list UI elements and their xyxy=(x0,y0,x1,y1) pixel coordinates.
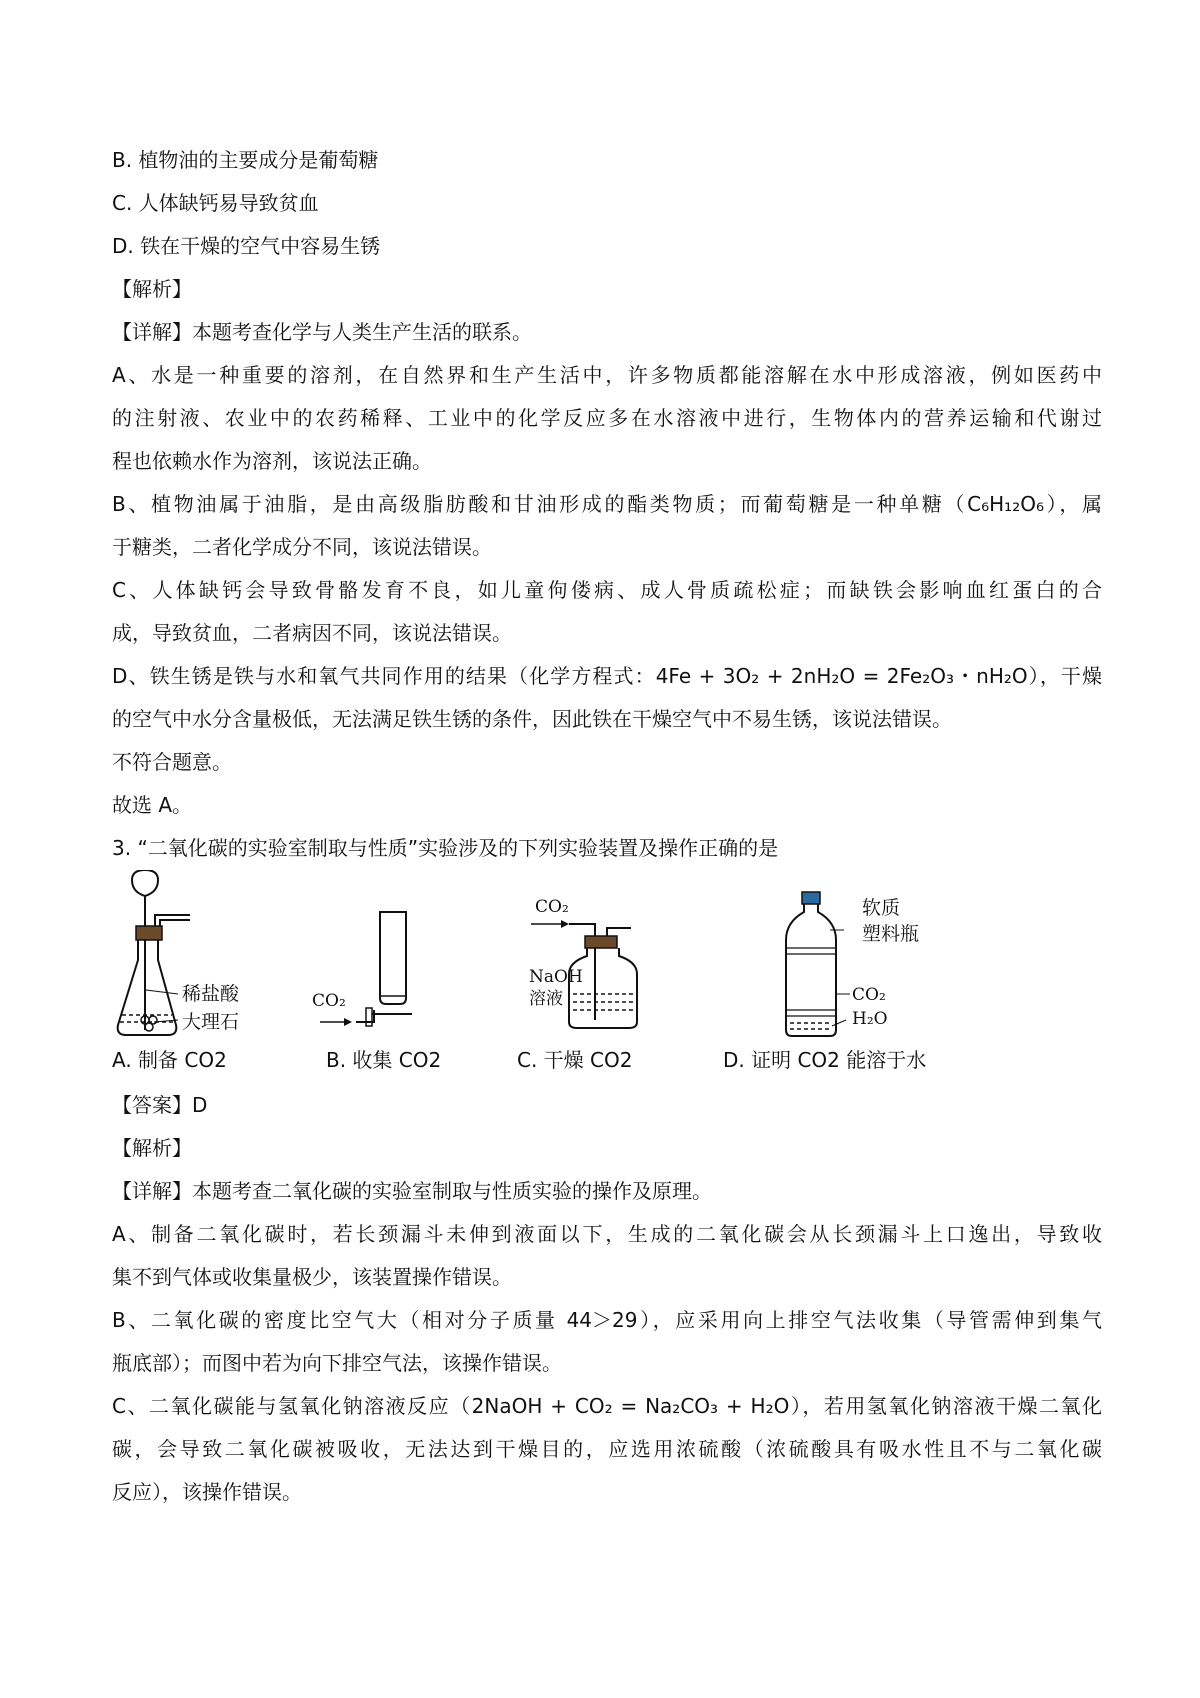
analysis-heading-2: 【解析】 xyxy=(112,1136,192,1160)
label-solution: 溶液 xyxy=(529,989,563,1009)
label-dilute-hcl: 稀盐酸 xyxy=(182,983,240,1005)
apparatus-a-diagram xyxy=(112,870,272,1040)
detail2-a-line2: 集不到气体或收集量极少，该装置操作错误。 xyxy=(112,1265,512,1289)
caption-c: C. 干燥 CO2 xyxy=(517,1048,633,1072)
apparatus-c-diagram xyxy=(525,890,655,1030)
detail-a-line3: 程也依赖水作为溶剂，该说法正确。 xyxy=(112,449,432,473)
option-b: B. 植物油的主要成分是葡萄糖 xyxy=(112,148,379,172)
detail2-c-line2: 碳，会导致二氧化碳被吸收，无法达到干燥目的，应选用浓硫酸（浓硫酸具有吸水性且不与二氧化碳 xyxy=(112,1437,1102,1461)
label-marble: 大理石 xyxy=(182,1011,240,1033)
detail2-c-line3: 反应），该操作错误。 xyxy=(112,1480,302,1504)
analysis-heading: 【解析】 xyxy=(112,277,192,301)
label-soft: 软质 xyxy=(862,897,901,919)
detail2-a-line1: A、制备二氧化碳时，若长颈漏斗未伸到液面以下，生成的二氧化碳会从长颈漏斗上口逸出，导致收 xyxy=(112,1222,1102,1246)
label-h2o: H₂O xyxy=(852,1009,888,1029)
detail-b-line2: 于糖类，二者化学成分不同，该说法错误。 xyxy=(112,535,492,559)
question-3: 3. “二氧化碳的实验室制取与性质”实验涉及的下列实验装置及操作正确的是 xyxy=(112,836,779,860)
answer-line: 【答案】D xyxy=(112,1093,208,1117)
detail-c-line1: C、人体缺钙会导致骨骼发育不良，如儿童佝偻病、成人骨质疏松症；而缺铁会影响血红蛋白的合 xyxy=(112,578,1102,602)
option-c: C. 人体缺钙易导致贫血 xyxy=(112,191,319,215)
label-co2-b: CO₂ xyxy=(312,991,346,1011)
apparatus-b-diagram xyxy=(312,910,432,1030)
choice-a-answer: 故选 A。 xyxy=(112,793,193,817)
not-match-note: 不符合题意。 xyxy=(112,750,232,774)
detail-d-line2: 的空气中水分含量极低，无法满足铁生锈的条件，因此铁在干燥空气中不易生锈，该说法错误。 xyxy=(112,707,952,731)
detail-b-line1: B、植物油属于油脂，是由高级脂肪酸和甘油形成的酯类物质；而葡萄糖是一种单糖（C₆H₁₂O₆），属 xyxy=(112,492,1102,516)
label-co2-c: CO₂ xyxy=(535,897,569,917)
detail2-b-line1: B、二氧化碳的密度比空气大（相对分子质量 44＞29），应采用向上排空气法收集（导管需伸到集气 xyxy=(112,1308,1102,1332)
caption-d: D. 证明 CO2 能溶于水 xyxy=(723,1048,927,1072)
detail-a-line1: A、水是一种重要的溶剂，在自然界和生产生活中，许多物质都能溶解在水中形成溶液，例如医药中 xyxy=(112,363,1102,387)
detail2-b-line2: 瓶底部）；而图中若为向下排空气法，该操作错误。 xyxy=(112,1351,562,1375)
caption-b: B. 收集 CO2 xyxy=(326,1048,442,1072)
option-d: D. 铁在干燥的空气中容易生锈 xyxy=(112,234,381,258)
caption-a: A. 制备 CO2 xyxy=(112,1048,227,1072)
label-naoh: NaOH xyxy=(529,967,583,987)
detail-intro: 【详解】本题考查化学与人类生产生活的联系。 xyxy=(112,320,532,344)
detail-intro-2: 【详解】本题考查二氧化碳的实验室制取与性质实验的操作及原理。 xyxy=(112,1179,712,1203)
detail-a-line2: 的注射液、农业中的农药稀释、工业中的化学反应多在水溶液中进行，生物体内的营养运输和代谢过 xyxy=(112,406,1102,430)
detail-c-line2: 成，导致贫血，二者病因不同，该说法错误。 xyxy=(112,621,512,645)
detail2-c-line1: C、二氧化碳能与氢氧化钠溶液反应（2NaOH + CO₂ = Na₂CO₃ + H₂O），若用氢氧化钠溶液干燥二氧化 xyxy=(112,1394,1102,1418)
detail-d-line1: D、铁生锈是铁与水和氧气共同作用的结果（化学方程式：4Fe + 3O₂ + 2nH₂O = 2Fe₂O₃・nH₂O），干燥 xyxy=(112,664,1102,688)
apparatus-d-diagram xyxy=(780,890,940,1040)
label-plastic-bottle: 塑料瓶 xyxy=(862,923,920,945)
label-co2-d: CO₂ xyxy=(852,985,886,1005)
